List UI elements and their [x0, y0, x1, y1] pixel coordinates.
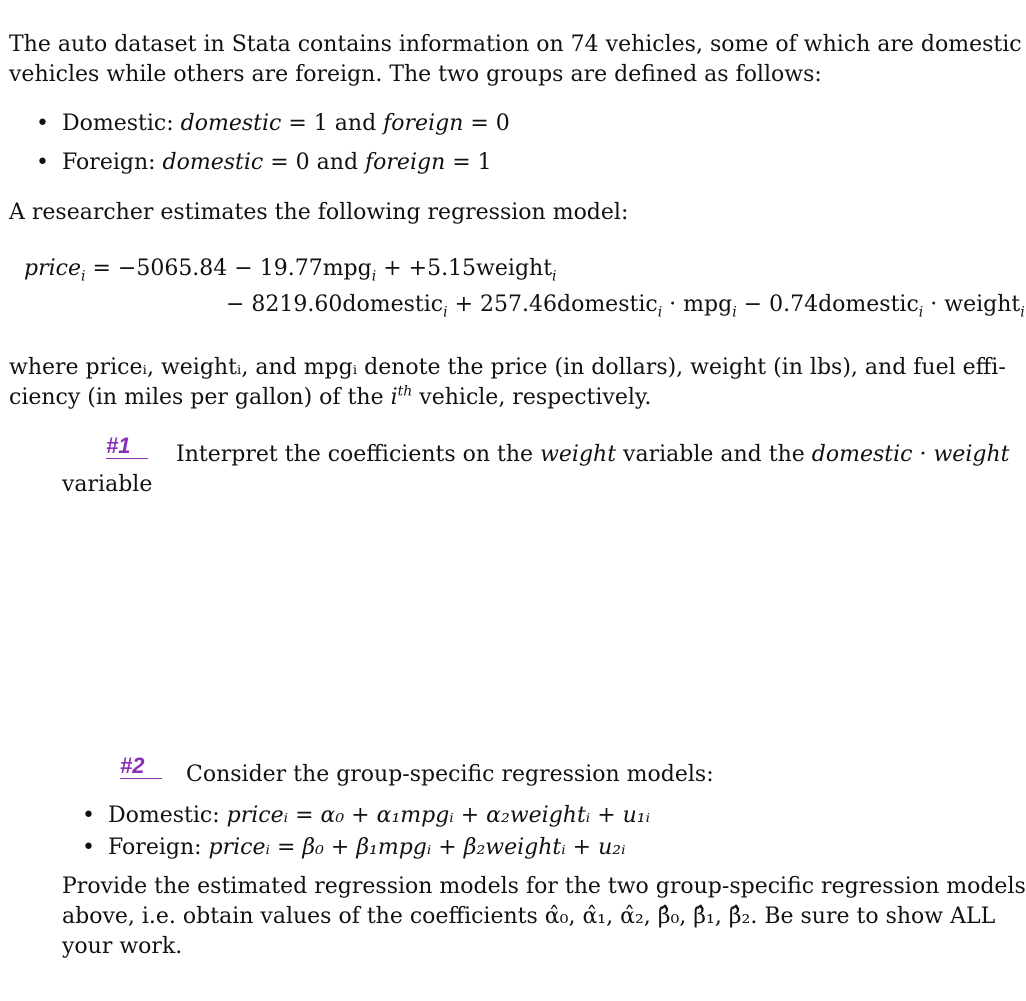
q2-paragraph-line-1: Provide the estimated regression models for the two group-specific regression models — [62, 874, 1026, 899]
where-line-1: where priceᵢ, weightᵢ, and mpgᵢ denote the price (in dollars), weight (in lbs), and fuel effi- — [9, 355, 1006, 380]
q2-item-foreign: • Foreign: priceᵢ = β₀ + β₁mpgᵢ + β₂weightᵢ + u₂ᵢ — [82, 833, 626, 863]
q2-item-domestic: • Domestic: priceᵢ = α₀ + α₁mpgᵢ + α₂weightᵢ + u₁ᵢ — [82, 801, 650, 831]
bullet-icon: • — [36, 150, 49, 175]
where-line-2: ciency (in miles per gallon) of the $i^{th}$ vehicle, respectively. — [9, 383, 652, 410]
q2-text: Consider the group-specific regression models: — [186, 762, 714, 787]
q2-paragraph-line-2: above, i.e. obtain values of the coefficients α̂₀, α̂₁, α̂₂, β̂₀, β̂₁, β̂₂. Be sure to show ALL — [62, 904, 996, 929]
q1-text-line-1: Interpret the coefficients on the weight variable and the domestic · weight — [176, 442, 1010, 467]
list-item-domestic: • Domestic: domestic = 1 and foreign = 0 — [36, 109, 510, 139]
equation-line-1: price$_i$ = −5065.84 − 19.77mpg$_i$ + +5.15weight$_i$ — [24, 256, 557, 285]
equation-line-2: − 8219.60domestic$_i$ + 257.46domestic$_i$ · mpg$_i$ − 0.74domestic$_i$ · weight$_i$ — [226, 292, 1025, 321]
q1-tag: #1 — [106, 432, 148, 462]
intro-line-2: vehicles while others are foreign. The two groups are defined as follows: — [9, 62, 822, 87]
bullet-icon: • — [82, 803, 95, 828]
q1-text-line-2: variable — [62, 472, 153, 497]
intro-line-1: The auto dataset in Stata contains information on 74 vehicles, some of which are domestic — [9, 32, 1022, 57]
model-intro: A researcher estimates the following regression model: — [9, 200, 629, 225]
bullet-icon: • — [82, 835, 95, 860]
bullet-icon: • — [36, 111, 49, 136]
list-item-foreign: • Foreign: domestic = 0 and foreign = 1 — [36, 148, 492, 178]
q2-paragraph-line-3: your work. — [62, 934, 183, 959]
q2-tag: #2 — [120, 752, 162, 782]
